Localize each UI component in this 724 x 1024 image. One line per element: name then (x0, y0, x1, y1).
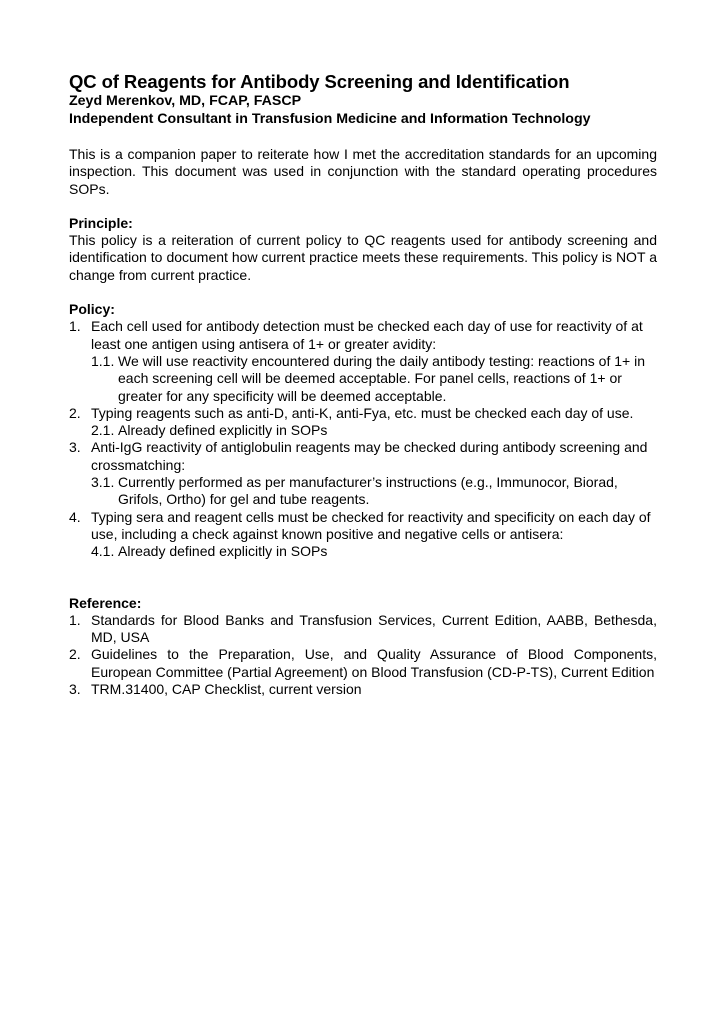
policy-subitem (91, 422, 657, 439)
policy-item-number: 1. (69, 318, 81, 335)
policy-item-number: 2. (69, 404, 81, 421)
policy-item (69, 405, 657, 440)
reference-item-number: 1. (69, 611, 81, 628)
policy-item-text: Typing sera and reagent cells must be checked for reactivity and specificity on each day of use, including a check against known positive and negative cells or antisera: (91, 508, 651, 542)
policy-subitem-number: 1.1. (91, 352, 115, 369)
reference-item (69, 646, 657, 681)
policy-subitem (91, 543, 657, 560)
reference-item-text: Guidelines to the Preparation, Use, and Quality Assurance of Blood Components, European Committee (Partial Agreement) on Blood Transfusion (CD-P-TS), Current Edition (91, 646, 657, 680)
policy-heading: Policy: (69, 301, 115, 318)
policy-subitem-text: Already defined explicitly in SOPs (118, 422, 328, 439)
principle-heading: Principle: (69, 214, 133, 231)
policy-item (69, 318, 657, 404)
reference-item (69, 681, 657, 698)
policy-item (69, 509, 657, 561)
policy-subitem-text: We will use reactivity encountered during the daily antibody testing: reactions of 1+ in each screening cell will be deemed acceptable. For panel cells, reactions of 1+ or greater for any specificity will be deemed acceptable. (118, 352, 645, 404)
policy-sublist (91, 422, 657, 439)
document-page (69, 71, 657, 698)
policy-item (69, 439, 657, 508)
reference-item-number: 2. (69, 646, 81, 663)
policy-sublist (91, 543, 657, 560)
affiliation-line: Independent Consultant in Transfusion Medicine and Information Technology (69, 111, 591, 127)
policy-subitem-text: Currently performed as per manufacturer’s instructions (e.g., Immunocor, Biorad, Grifols, Ortho) for gel and tube reagents. (118, 474, 618, 508)
reference-item-text: Standards for Blood Banks and Transfusion Services, Current Edition, AABB, Bethesda, MD, USA (91, 611, 657, 646)
reference-item (69, 612, 657, 647)
author-line: Zeyd Merenkov, MD, FCAP, FASCP (69, 93, 302, 109)
policy-subitem-text: Already defined explicitly in SOPs (118, 543, 328, 560)
policy-subitem-number: 4.1. (91, 543, 115, 560)
policy-sublist (91, 474, 657, 509)
policy-subitem-number: 2.1. (91, 422, 115, 439)
reference-item-number: 3. (69, 681, 81, 698)
policy-subitem (91, 474, 657, 509)
document-title: QC of Reagents for Antibody Screening and Identification (69, 71, 570, 92)
policy-list (69, 318, 657, 560)
policy-item-text: Each cell used for antibody detection must be checked each day of use for reactivity of at least one antigen using antisera of 1+ or greater avidity: (91, 318, 643, 352)
principle-paragraph: This policy is a reiteration of current policy to QC reagents used for antibody screening and identification to document how current practice meets these requirements. This policy is NOT a change from current practice. (69, 232, 657, 283)
policy-sublist (91, 353, 657, 405)
reference-list (69, 612, 657, 698)
policy-item-text: Anti-IgG reactivity of antiglobulin reagents may be checked during antibody screening and crossmatching: (91, 439, 648, 473)
policy-item-number: 4. (69, 508, 81, 525)
reference-item-text: TRM.31400, CAP Checklist, current version (91, 681, 362, 698)
reference-heading: Reference: (69, 594, 142, 611)
policy-item-number: 3. (69, 439, 81, 456)
policy-subitem-number: 3.1. (91, 474, 115, 491)
intro-paragraph: This is a companion paper to reiterate how I met the accreditation standards for an upcoming inspection. This document was used in conjunction with the standard operating procedures SOPs. (69, 146, 657, 197)
policy-subitem (91, 353, 657, 405)
policy-item-text: Typing reagents such as anti-D, anti-K, anti-Fya, etc. must be checked each day of use. (91, 404, 634, 421)
